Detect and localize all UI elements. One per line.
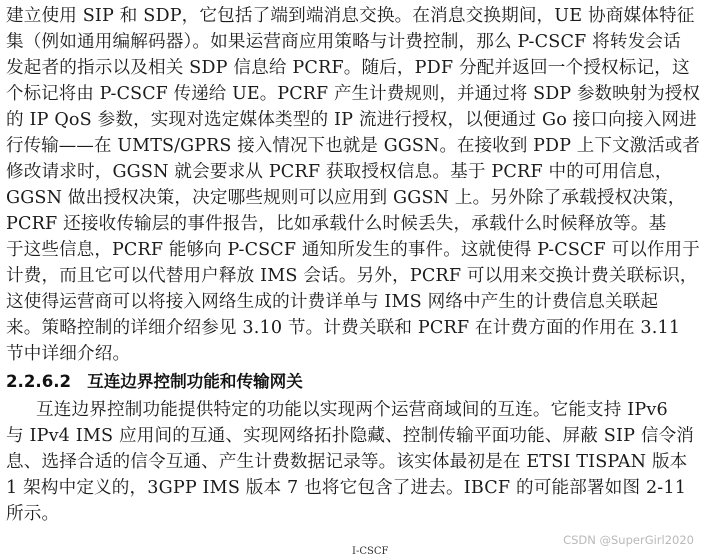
paragraph-1-line: 计费，而且它可以代替用户释放 IMS 会话。另外，PCRF 可以用来交换计费关联标识， — [6, 266, 698, 286]
paragraph-1-line: 的 IP QoS 参数，实现对选定媒体类型的 IP 流进行授权，以便通过 Go 接口向接入网进 — [6, 110, 697, 130]
figure-partial-label: I-CSCF — [352, 546, 389, 555]
watermark: CSDN @SuperGirl2020 — [563, 533, 694, 547]
paragraph-1-line: GGSN 做出授权决策，决定哪些规则可以应用到 GGSN 上。另外除了承载授权决策， — [6, 188, 686, 208]
paragraph-1-line: 集（例如通用编解码器）。如果运营商应用策略与计费控制，那么 P-CSCF 将转发会话 — [6, 32, 681, 52]
paragraph-1-line: 发起者的指示以及相关 SDP 信息给 PCRF。随后，PDF 分配并返回一个授权标记，这 — [6, 58, 690, 78]
paragraph-1-line: 节中详细介绍。 — [6, 344, 131, 364]
paragraph-2-line: 息、选择合适的信令互通、产生计费数据记录等。该实体最初是在 ETSI TISPAN 版本 — [6, 452, 688, 472]
paragraph-1-line: 于这些信息，PCRF 能够向 P-CSCF 通知所发生的事件。这就使得 P-CSCF 可以作用于 — [6, 240, 700, 260]
paragraph-1-line: 建立使用 SIP 和 SDP，它包括了端到端消息交换。在消息交换期间，UE 协商媒体特征 — [6, 6, 695, 26]
paragraph-1-line: 这使得运营商可以将接入网络生成的计费详单与 IMS 网络中产生的计费信息关联起 — [6, 292, 659, 312]
section-title: 互连边界控制功能和传输网关 — [87, 372, 303, 391]
paragraph-2-line: 1 架构中定义的，3GPP IMS 版本 7 也将它包含了进去。IBCF 的可能部署如图 2-11 — [6, 478, 687, 498]
paragraph-2-line: 互连边界控制功能提供特定的功能以实现两个运营商域间的互连。它能支持 IPv6 — [36, 400, 668, 420]
paragraph-2-line: 与 IPv4 IMS 应用间的互通、实现网络拓扑隐藏、控制传输平面功能、屏蔽 SIP 信令消 — [6, 426, 695, 446]
paragraph-2-line: 所示。 — [6, 504, 60, 524]
paragraph-1-line: PCRF 还接收传输层的事件报告，比如承载什么时候丢失，承载什么时候释放等。基 — [6, 214, 667, 234]
paragraph-1-line: 行传输——在 UMTS/GPRS 接入情况下也就是 GGSN。在接收到 PDP 上下文激活或者 — [6, 136, 701, 156]
paragraph-1-line: 个标记将由 P-CSCF 传递给 UE。PCRF 产生计费规则，并通过将 SDP 参数映射为授权 — [6, 84, 701, 104]
paragraph-1-line: 修改请求时，GGSN 就会要求从 PCRF 获取授权信息。基于 PCRF 中的可用信息， — [6, 162, 673, 182]
section-heading — [6, 371, 303, 393]
paragraph-1-line: 来。策略控制的详细介绍参见 3.10 节。计费关联和 PCRF 在计费方面的作用在 3.11 — [6, 318, 681, 338]
section-number: 2.2.6.2 — [6, 372, 72, 391]
